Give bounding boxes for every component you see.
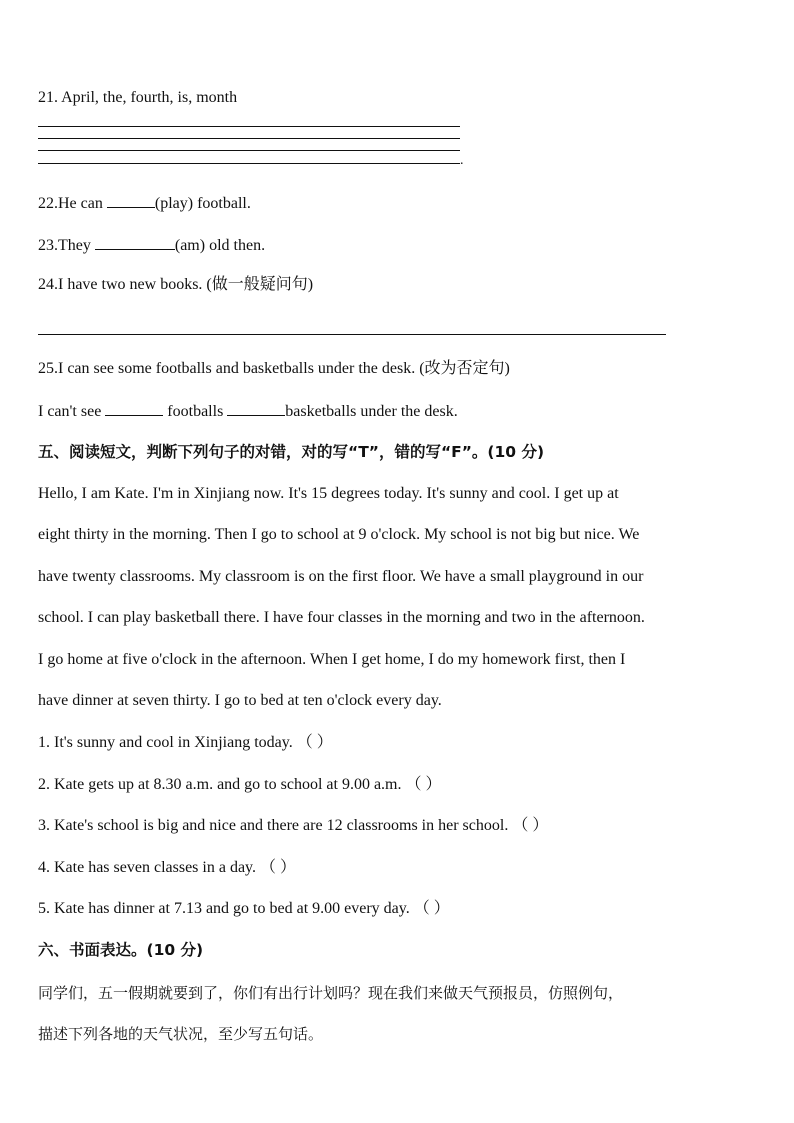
tf-question: [38, 775, 442, 795]
answer-paren[interactable]: （ ）: [260, 859, 297, 876]
answer-line[interactable]: [38, 334, 666, 335]
q22-suffix: (play) football.: [154, 195, 251, 212]
question-25-answer: [38, 400, 458, 422]
question-25: 25.I can see some footballs and basketballs under the desk. (改为否定句): [38, 360, 510, 377]
passage-line: have dinner at seven thirty. I go to bed at ten o'clock every day.: [38, 692, 442, 709]
tf-question-text: 2. Kate gets up at 8.30 a.m. and go to school at 9.00 a.m.: [38, 776, 402, 793]
q25-answer-a: I can't see: [38, 403, 106, 420]
answer-paren[interactable]: （ ）: [405, 776, 442, 793]
fill-blank[interactable]: [227, 400, 285, 416]
tf-question-text: 3. Kate's school is big and nice and there are 12 classrooms in her school.: [38, 817, 509, 834]
instruction-line: 描述下列各地的天气状况，至少写五句话。: [38, 1025, 324, 1043]
answer-paren[interactable]: （ ）: [512, 817, 549, 834]
tf-question: [38, 858, 296, 878]
end-dot: .: [460, 153, 464, 168]
instruction-line: 同学们，五一假期就要到了，你们有出行计划吗？现在我们来做天气预报员，仿照例句，: [38, 984, 624, 1002]
fill-blank[interactable]: [95, 234, 175, 250]
fill-blank[interactable]: [107, 192, 155, 208]
tf-question-text: 5. Kate has dinner at 7.13 and go to bed at 9.00 every day.: [38, 900, 410, 917]
q23-prefix: 23.They: [38, 237, 95, 254]
q22-prefix: 22.He can: [38, 195, 107, 212]
tf-question-text: 1. It's sunny and cool in Xinjiang today.: [38, 734, 293, 751]
tf-question-text: 4. Kate has seven classes in a day.: [38, 859, 256, 876]
section-5-heading: 五、阅读短文，判断下列句子的对错，对的写“T”，错的写“F”。(10 分): [38, 443, 545, 461]
tf-question: [38, 733, 333, 753]
answer-line[interactable]: [38, 126, 460, 127]
passage-line: have twenty classrooms. My classroom is on the first floor. We have a small playground in our: [38, 568, 644, 585]
question-21: 21. April, the, fourth, is, month: [38, 89, 238, 106]
answer-line[interactable]: [38, 163, 460, 164]
answer-line[interactable]: [38, 150, 460, 151]
q23-suffix: (am) old then.: [174, 237, 266, 254]
answer-line[interactable]: [38, 138, 460, 139]
question-22: [38, 192, 251, 214]
question-24: 24.I have two new books. (做一般疑问句): [38, 276, 314, 293]
tf-question: [38, 899, 450, 919]
answer-paren[interactable]: （ ）: [296, 734, 333, 751]
q25-answer-b: footballs: [167, 403, 228, 420]
fill-blank[interactable]: [105, 400, 163, 416]
passage-line: Hello, I am Kate. I'm in Xinjiang now. It's 15 degrees today. It's sunny and cool. I get up at: [38, 485, 619, 502]
tf-question: [38, 816, 548, 836]
passage-line: school. I can play basketball there. I have four classes in the morning and two in the afternoon.: [38, 609, 645, 626]
passage-line: eight thirty in the morning. Then I go to school at 9 o'clock. My school is not big but nice. We: [38, 526, 640, 543]
answer-paren[interactable]: （ ）: [413, 900, 450, 917]
q25-answer-c: basketballs under the desk.: [285, 403, 458, 420]
question-23: [38, 234, 265, 256]
section-6-heading: 六、书面表达。(10 分): [38, 941, 204, 959]
passage-line: I go home at five o'clock in the afternoon. When I get home, I do my homework first, then I: [38, 651, 626, 668]
